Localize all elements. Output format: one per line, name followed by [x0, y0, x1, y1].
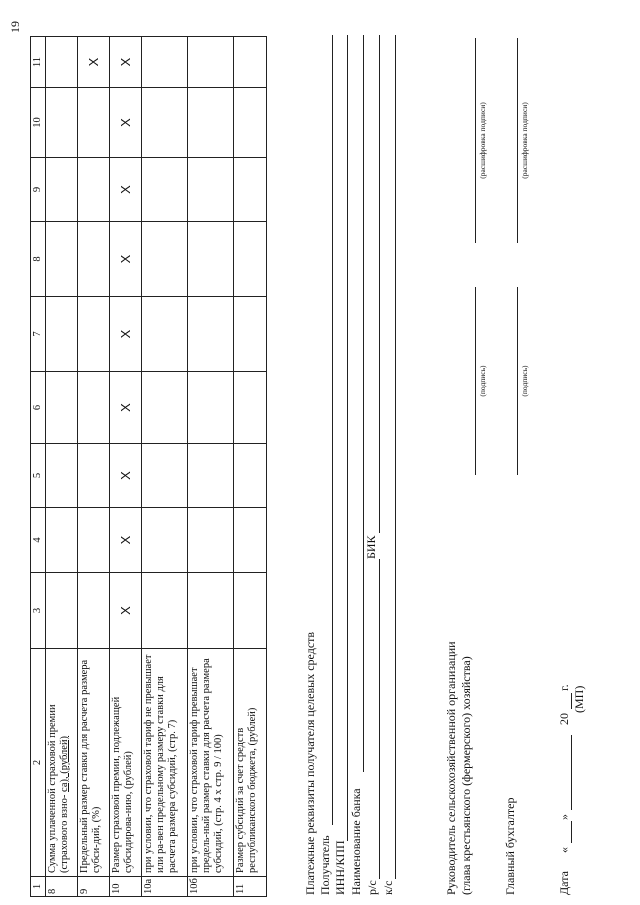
table-cell [234, 444, 267, 508]
table-row [234, 37, 267, 897]
table-cell [188, 297, 234, 372]
table-cell [142, 37, 188, 88]
table-row [188, 37, 234, 897]
accountant-signature-line[interactable] [517, 287, 518, 475]
table-header-cell: 11 [31, 37, 46, 88]
table-header-cell: 5 [31, 444, 46, 508]
table-cell [142, 158, 188, 222]
table-row [78, 37, 110, 897]
row-description: Предельный размер ставки для расчета размера субси-дий, (%) [78, 649, 110, 877]
table-cell [46, 444, 78, 508]
requisites-title: Платежные реквизиты получателя целевых средств [303, 631, 317, 895]
table-cell [78, 372, 110, 444]
table-cell [142, 297, 188, 372]
table-cell [46, 37, 78, 88]
table-cell: X [110, 573, 142, 649]
table-header-cell: 10 [31, 88, 46, 158]
row-description: Размер страховой премии, подлежащей субсидирова-нию, (рублей) [110, 649, 142, 877]
table-cell [188, 508, 234, 573]
table-cell: X [110, 158, 142, 222]
table-cell: X [110, 222, 142, 297]
subsidy-table [30, 36, 267, 897]
table-cell [142, 88, 188, 158]
rs-field[interactable] [379, 559, 380, 879]
table-cell [188, 444, 234, 508]
table-cell [142, 222, 188, 297]
row-number: 10а [142, 877, 188, 897]
row-description: Размер субсидий за счет средств республиканского бюджета, (рублей) [234, 649, 267, 877]
date-month-field[interactable] [571, 735, 572, 810]
table-cell [78, 88, 110, 158]
table-cell [234, 573, 267, 649]
table-cell [78, 573, 110, 649]
table-header-cell: 3 [31, 573, 46, 649]
date-label: Дата [557, 871, 571, 895]
inn-kpp-field[interactable] [347, 35, 348, 841]
head-decode-caption: (расшифровка подписи) [478, 102, 487, 179]
inn-kpp-label: ИНН/КПП [333, 840, 347, 895]
table-header-row [31, 37, 46, 897]
head-signature-line[interactable] [475, 287, 476, 475]
table-cell: X [110, 88, 142, 158]
table-cell [46, 508, 78, 573]
rs-label: р/с [365, 880, 379, 895]
head-decode-line[interactable] [475, 38, 476, 243]
table-cell [188, 222, 234, 297]
recipient-field[interactable] [332, 35, 333, 825]
row-number: 10б [188, 877, 234, 897]
table-cell [234, 222, 267, 297]
table-header-cell: 8 [31, 222, 46, 297]
row-number: 9 [78, 877, 110, 897]
bank-name-field[interactable] [363, 35, 364, 772]
row-description-underlined: са), (рублей) [59, 735, 70, 792]
table-header-cell: 7 [31, 297, 46, 372]
table-cell [188, 573, 234, 649]
row-description: при условии, что страховой тариф не превышает или ра-вен предельному размеру ставки для расчета размера субсидий, (стр. 7) [142, 649, 188, 877]
table-cell [78, 444, 110, 508]
row-description: при условии, что страховой тариф превышает предель-ный размер ставки для расчета размера субсидий, (стр. 4 х стр. 9 / 100) [188, 649, 234, 877]
accountant-signature-caption: (подпись) [520, 365, 529, 397]
table-cell: X [110, 372, 142, 444]
table-cell [234, 297, 267, 372]
accountant-decode-caption: (расшифровка подписи) [520, 102, 529, 179]
date-open-quote: « [557, 847, 571, 853]
table-cell [142, 573, 188, 649]
stamp-label: (МП) [572, 685, 586, 713]
table-cell [46, 222, 78, 297]
table-cell [234, 508, 267, 573]
ks-label: к/с [381, 880, 395, 895]
table-row [110, 37, 142, 897]
table-header-cell: 4 [31, 508, 46, 573]
date-year-prefix: 20 [557, 713, 571, 725]
row-number: 8 [46, 877, 78, 897]
bik-field[interactable] [379, 35, 380, 533]
head-title-line2: (глава крестьянского (фермерского) хозяйства) [459, 656, 473, 895]
table-cell [46, 88, 78, 158]
row-number: 10 [110, 877, 142, 897]
table-cell [142, 508, 188, 573]
table-cell [188, 158, 234, 222]
table-cell [234, 372, 267, 444]
table-row [46, 37, 78, 897]
table-header-cell: 6 [31, 372, 46, 444]
head-signature-caption: (подпись) [478, 365, 487, 397]
row-number: 11 [234, 877, 267, 897]
table-cell: X [110, 444, 142, 508]
table-cell [234, 37, 267, 88]
table-cell: X [110, 508, 142, 573]
row-description-text: Сумма уплаченной страховой премии (страхового взно- [47, 704, 70, 873]
table-cell [78, 158, 110, 222]
head-title-line1: Руководитель сельскохозяйственной организации [444, 641, 458, 895]
accountant-label: Главный бухгалтер [503, 797, 517, 895]
table-cell [78, 222, 110, 297]
table-cell [188, 88, 234, 158]
table-cell: X [110, 297, 142, 372]
table-row [142, 37, 188, 897]
table-cell [188, 372, 234, 444]
bank-name-label: Наименование банка [349, 788, 363, 895]
table-cell [142, 444, 188, 508]
date-year-suffix: г. [557, 684, 571, 691]
table-cell: X [78, 37, 110, 88]
table-cell [234, 158, 267, 222]
table-header-cell: 9 [31, 158, 46, 222]
row-description [46, 649, 78, 877]
bik-label: БИК [364, 535, 378, 559]
table-cell: X [110, 37, 142, 88]
table-header-cell: 2 [31, 649, 46, 877]
table-cell [46, 158, 78, 222]
recipient-label: Получатель [318, 835, 332, 895]
table-cell [78, 297, 110, 372]
table-cell [142, 372, 188, 444]
table-header-cell: 1 [31, 877, 46, 897]
table-cell [46, 573, 78, 649]
page-number: 19 [8, 21, 22, 33]
table-cell [234, 88, 267, 158]
ks-field[interactable] [395, 35, 396, 879]
date-day-field[interactable] [571, 821, 572, 843]
accountant-decode-line[interactable] [517, 38, 518, 243]
table-cell [46, 297, 78, 372]
table-cell [78, 508, 110, 573]
table-cell [46, 372, 78, 444]
table-cell [188, 37, 234, 88]
date-close-quote: » [557, 814, 571, 820]
